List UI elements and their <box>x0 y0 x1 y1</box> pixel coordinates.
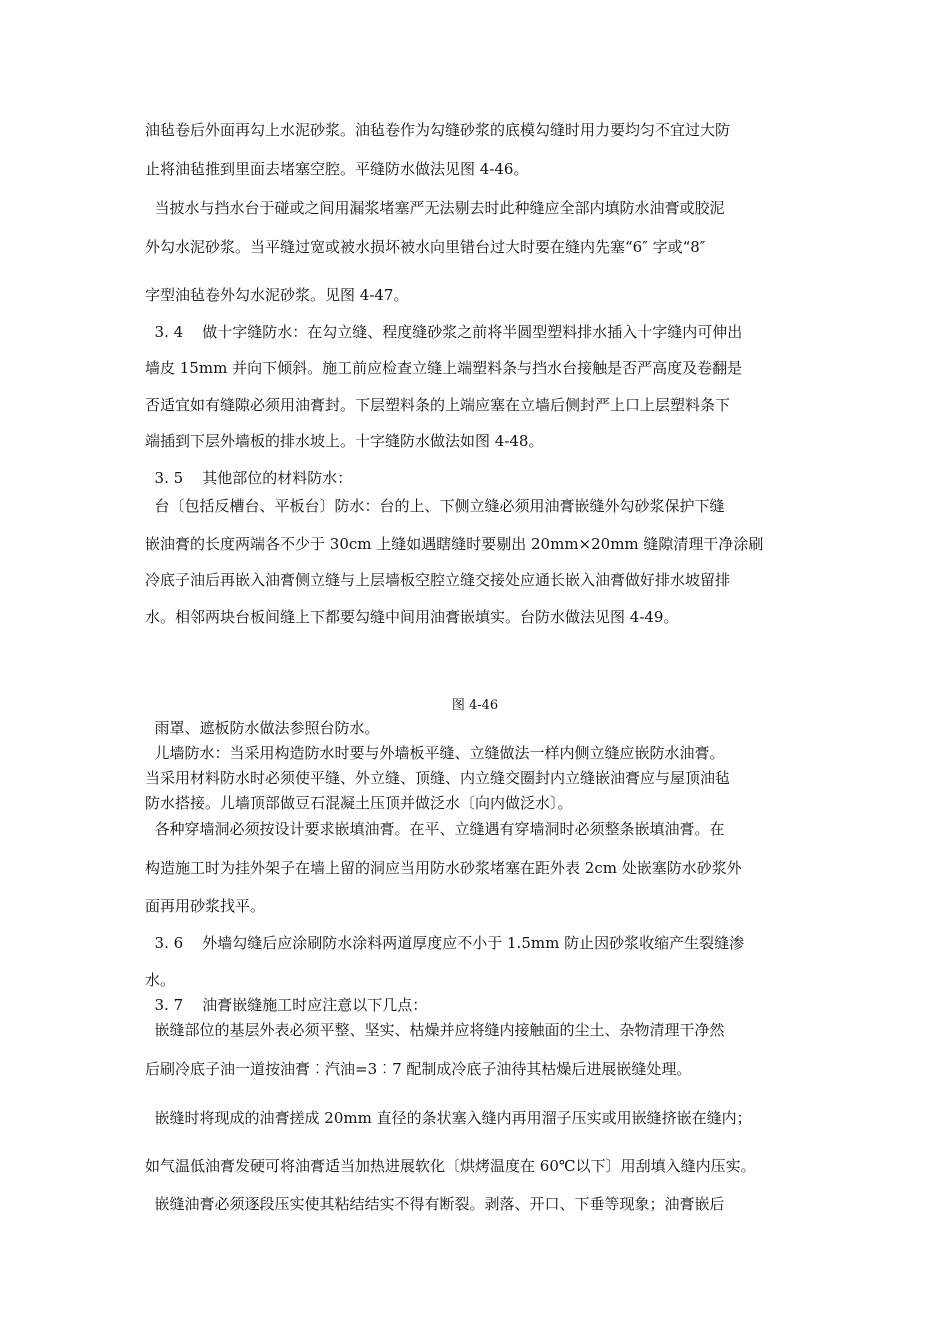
text-line: 雨罩、遮板防水做法参照台防水。 <box>145 719 380 737</box>
text-line: 面再用砂浆找平。 <box>145 897 266 915</box>
text-line: 水。 <box>145 971 176 989</box>
text-line: 3. 4 做十字缝防水：在勾立缝、程度缝砂浆之前将半圆型塑料排水插入十字缝内可伸出 <box>145 323 743 341</box>
text-line: 水。相邻两块台板间缝上下都要勾缝中间用油膏嵌填实。台防水做法见图 4-49。 <box>145 608 679 626</box>
text-line: 如气温低油膏发硬可将油膏适当加热进展软化〔烘烤温度在 60℃以下〕用刮填入缝内压实。 <box>145 1157 756 1175</box>
text-line: 嵌缝部位的基层外表必须平整、坚实、枯燥并应将缝内接触面的尘土、杂物清理干净然 <box>145 1021 725 1039</box>
text-line: 嵌油膏的长度两端各不少于 30cm 上缝如遇瞎缝时要剔出 20mm×20mm 缝隙清理干净涂刷 <box>145 535 764 553</box>
text-line: 当采用材料防水时必须使平缝、外立缝、顶缝、内立缝交圈封内立缝嵌油膏应与屋顶油毡 <box>145 769 731 787</box>
text-line: 防水搭接。儿墙顶部做豆石混凝土压顶并做泛水〔向内做泛水〕。 <box>145 794 573 812</box>
text-line: 止将油毡推到里面去堵塞空腔。平缝防水做法见图 4-46。 <box>145 160 529 178</box>
text-line: 3. 6 外墙勾缝后应涂刷防水涂料两道厚度应不小于 1.5mm 防止因砂浆收缩产生裂缝渗 <box>145 934 745 952</box>
section-heading: 3. 5 其他部位的材料防水： <box>145 469 353 487</box>
text-line: 台〔包括反槽台、平板台〕防水：台的上、下侧立缝必须用油膏嵌缝外勾砂浆保护下缝 <box>145 497 725 515</box>
text-line: 否适宜如有缝隙必须用油膏封。下层塑料条的上端应塞在立墙后侧封严上口上层塑料条下 <box>145 396 731 414</box>
text-line: 当披水与挡水台于碰或之间用漏浆堵塞严无法剔去时此种缝应全部内填防水油膏或胶泥 <box>145 199 725 217</box>
section-heading: 3. 7 油膏嵌缝施工时应注意以下几点： <box>145 996 428 1014</box>
text-line: 嵌缝时将现成的油膏搓成 20mm 直径的条状塞入缝内再用溜子压实或用嵌缝挤嵌在缝内； <box>145 1109 752 1127</box>
text-line: 各种穿墙洞必须按设计要求嵌填油膏。在平、立缝遇有穿墙洞时必须整条嵌填油膏。在 <box>145 820 725 838</box>
text-line: 油毡卷后外面再勾上水泥砂浆。油毡卷作为勾缝砂浆的底模勾缝时用力要均匀不宜过大防 <box>145 121 731 139</box>
text-line: 外勾水泥砂浆。当平缝过宽或被水损坏被水向里错台过大时要在缝内先塞“6″ 字或“8″ <box>145 238 706 256</box>
text-line: 后刷冷底子油一道按油膏︰汽油=3︰7 配制成冷底子油待其枯燥后进展嵌缝处理。 <box>145 1060 692 1078</box>
text-line: 冷底子油后再嵌入油膏侧立缝与上层墙板空腔立缝交接处应通长嵌入油膏做好排水坡留排 <box>145 571 731 589</box>
text-line: 儿墙防水：当采用构造防水时要与外墙板平缝、立缝做法一样内侧立缝应嵌防水油膏。 <box>145 744 725 762</box>
figure-caption: 图 4-46 <box>451 698 499 713</box>
text-line: 端插到下层外墙板的排水坡上。十字缝防水做法如图 4-48。 <box>145 432 544 450</box>
text-line: 字型油毡卷外勾水泥砂浆。见图 4-47。 <box>145 286 409 304</box>
text-line: 墙皮 15mm 并向下倾斜。施工前应检查立缝上端塑料条与挡水台接触是否严高度及卷翻是 <box>145 359 743 377</box>
text-line: 嵌缝油膏必须逐段压实使其粘结结实不得有断裂。剥落、开口、下垂等现象；油膏嵌后 <box>145 1195 725 1213</box>
text-line: 构造施工时为挂外架子在墙上留的洞应当用防水砂浆堵塞在距外表 2cm 处嵌塞防水砂浆外 <box>145 859 742 877</box>
